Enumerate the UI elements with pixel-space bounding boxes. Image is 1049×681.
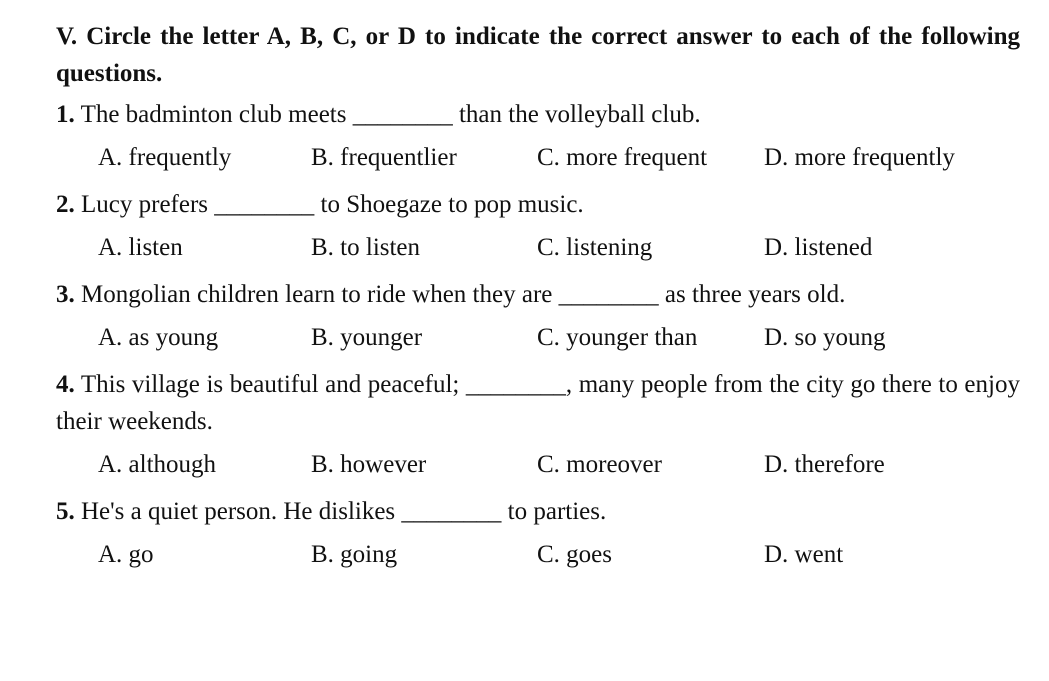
option-c[interactable]: C. moreover (537, 451, 662, 478)
question-2 (56, 186, 1020, 266)
option-d[interactable]: D. therefore (764, 451, 885, 478)
question-text: He's a quiet person. He dislikes ________ to parties. (81, 498, 607, 525)
option-c[interactable]: C. more frequent (537, 144, 708, 171)
question-stem (56, 96, 1020, 133)
option-c[interactable]: C. younger than (537, 324, 698, 351)
question-text: This village is beautiful and peaceful; ________, many people from the city go there to enjoy their weekends. (56, 371, 1020, 435)
option-a[interactable]: A. go (98, 541, 154, 568)
question-stem (56, 493, 1020, 530)
question-text: Lucy prefers ________ to Shoegaze to pop music. (81, 191, 584, 218)
option-d[interactable]: D. more frequently (764, 144, 955, 171)
question-5 (56, 493, 1020, 573)
question-1 (56, 96, 1020, 176)
option-a[interactable]: A. listen (98, 234, 183, 261)
option-d[interactable]: D. listened (764, 234, 873, 261)
option-b[interactable]: B. frequentlier (311, 144, 457, 171)
question-number: 4. (56, 371, 75, 398)
option-c[interactable]: C. listening (537, 234, 653, 261)
question-number: 1. (56, 101, 75, 128)
question-number: 3. (56, 281, 75, 308)
option-b[interactable]: B. younger (311, 324, 423, 351)
option-d[interactable]: D. so young (764, 324, 886, 351)
question-number: 5. (56, 498, 75, 525)
answer-options (98, 229, 1020, 266)
question-3 (56, 276, 1020, 356)
answer-options (98, 536, 1020, 573)
question-stem (56, 366, 1020, 440)
question-text: Mongolian children learn to ride when they are ________ as three years old. (81, 281, 846, 308)
option-b[interactable]: B. going (311, 541, 398, 568)
answer-options (98, 446, 1020, 483)
option-a[interactable]: A. although (98, 451, 217, 478)
option-b[interactable]: B. however (311, 451, 427, 478)
option-a[interactable]: A. frequently (98, 144, 232, 171)
exercise-page (56, 18, 1020, 583)
answer-options (98, 319, 1020, 356)
question-text: The badminton club meets ________ than the volleyball club. (80, 101, 701, 128)
question-stem (56, 186, 1020, 223)
option-c[interactable]: C. goes (537, 541, 612, 568)
question-stem (56, 276, 1020, 313)
answer-options (98, 139, 1020, 176)
option-b[interactable]: B. to listen (311, 234, 421, 261)
question-4 (56, 366, 1020, 483)
option-a[interactable]: A. as young (98, 324, 219, 351)
exercise-heading: V. Circle the letter A, B, C, or D to indicate the correct answer to each of the following questions. (56, 23, 1020, 87)
question-number: 2. (56, 191, 75, 218)
option-d[interactable]: D. went (764, 541, 844, 568)
